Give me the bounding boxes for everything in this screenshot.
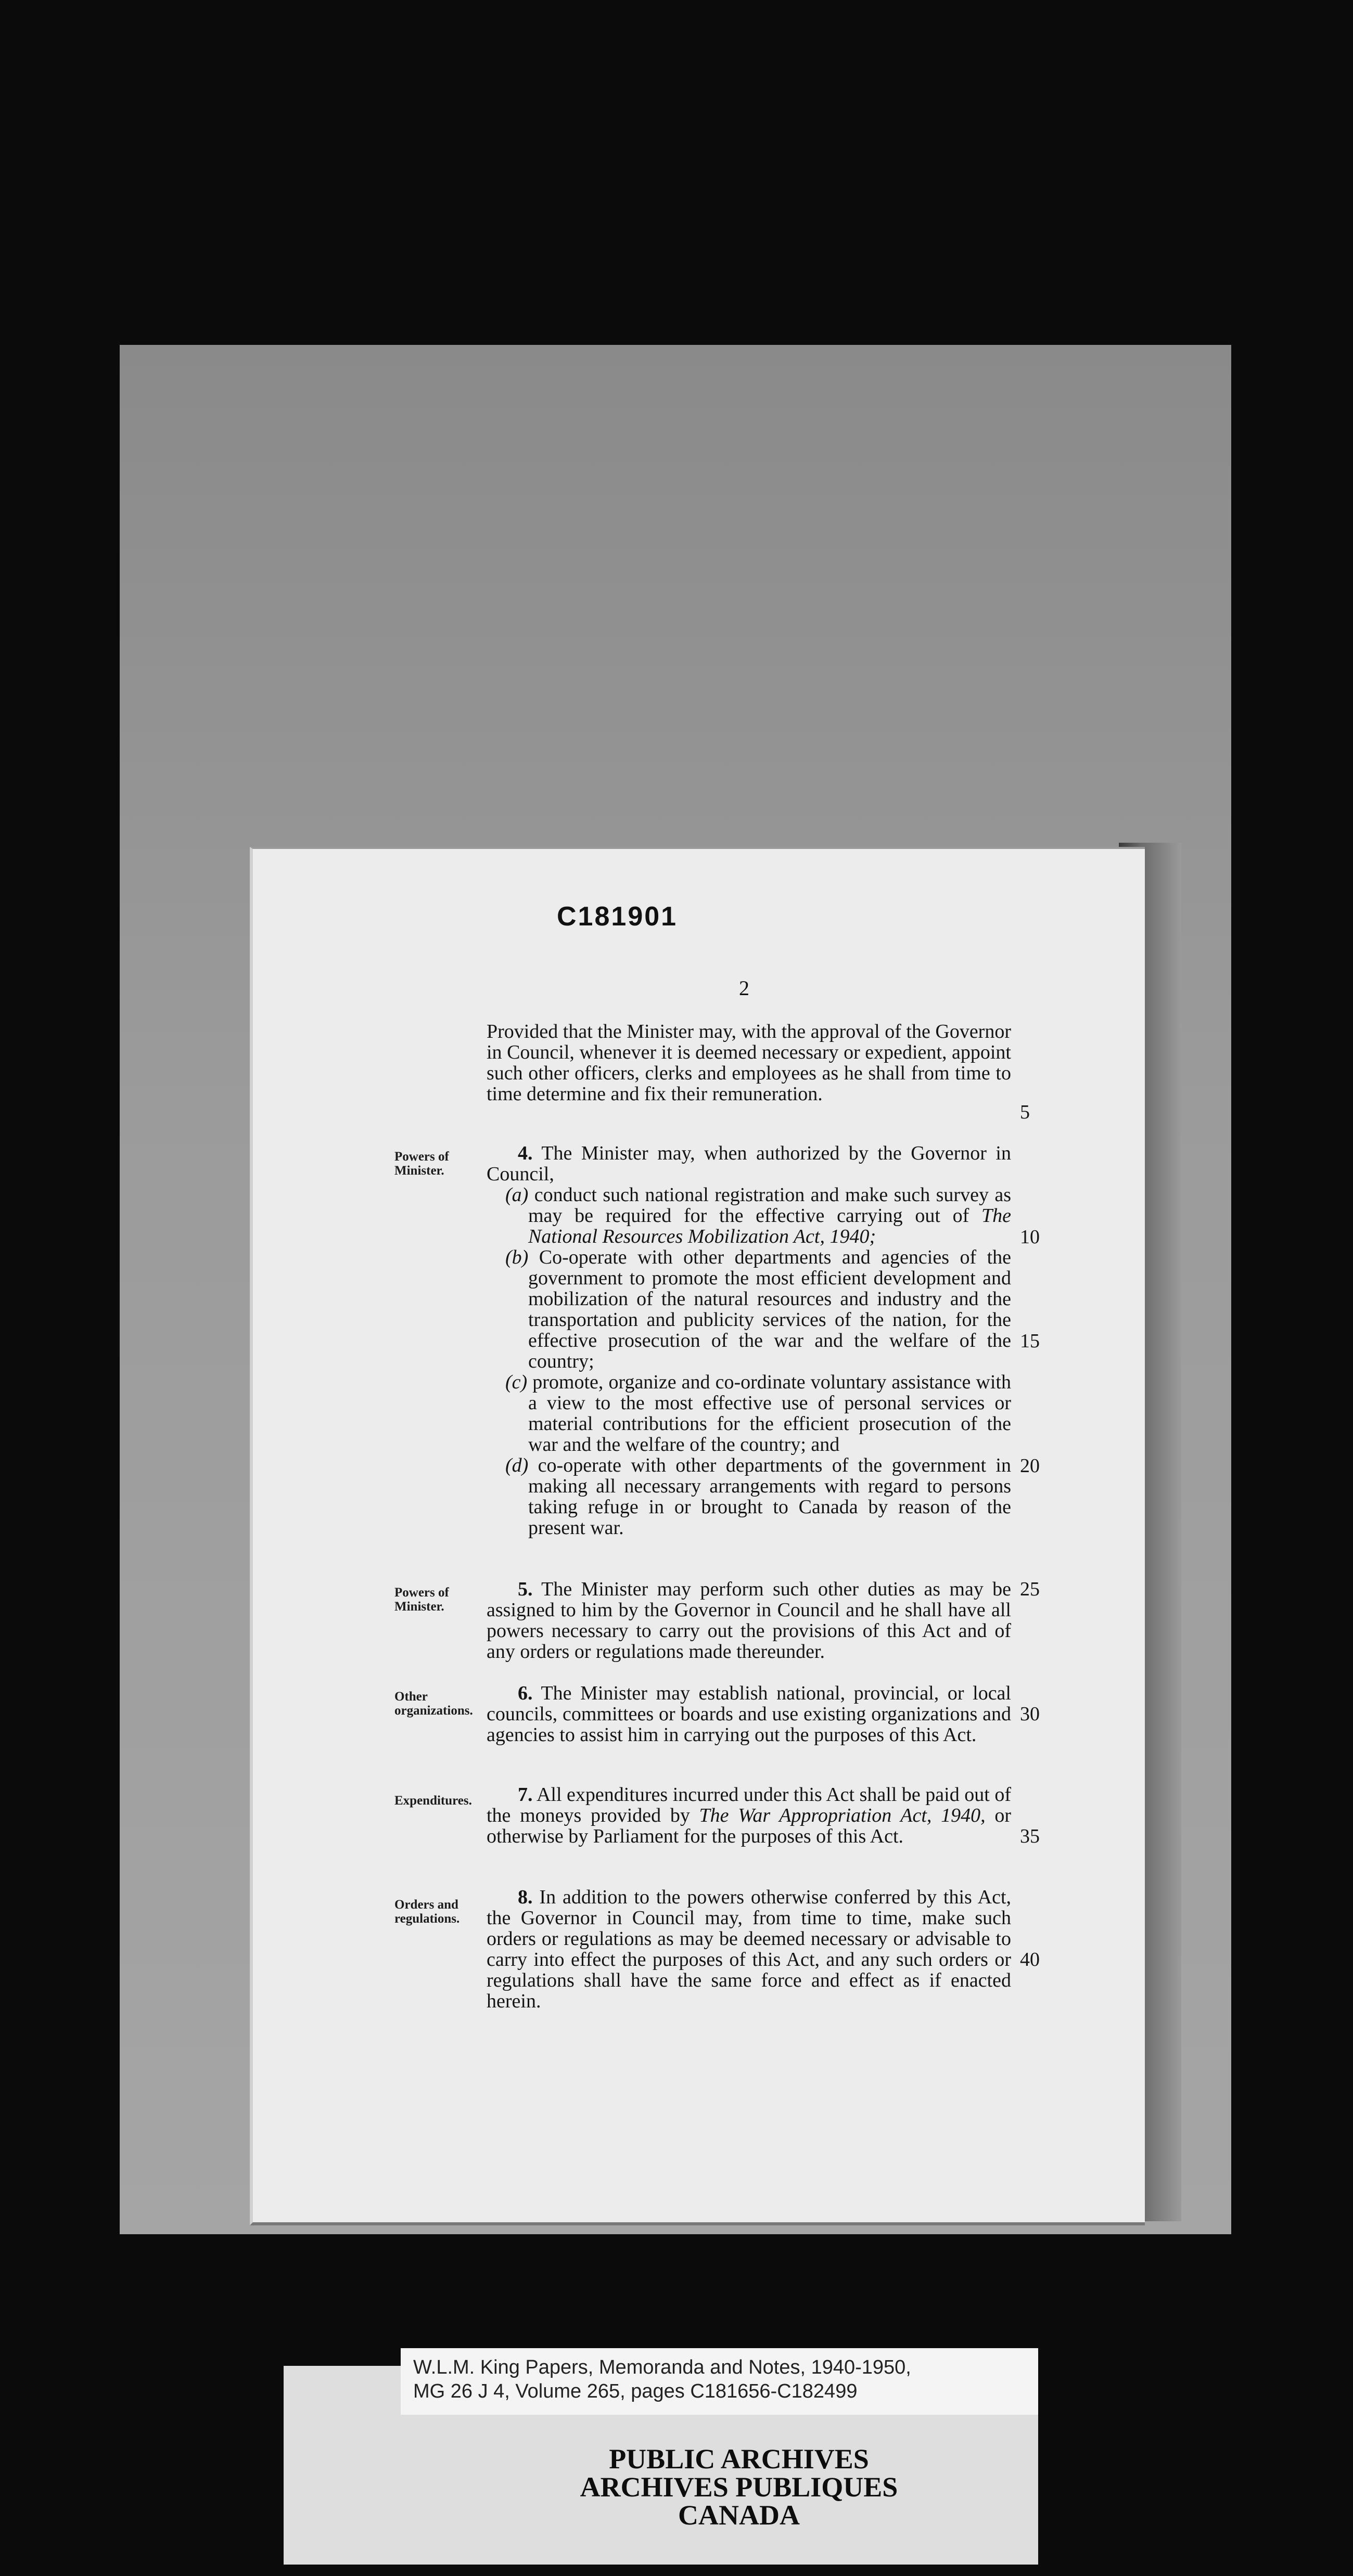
line-number-20: 20 [1020,1455,1040,1477]
section-8-number: 8. [518,1886,533,1908]
section-5-number: 5. [518,1578,533,1600]
intro-paragraph [487,1021,1011,1104]
intro-text: Provided that the Minister may, with the approval of the Governor in Council, whenever it is deemed necessary or expedient, appoint such other officers, clerks and employees as he shall from time to time determine and fix their remuneration. [487,1021,1011,1105]
line-number-15: 15 [1020,1330,1040,1352]
section-4-lead [487,1143,1011,1184]
clause-a [487,1184,1011,1247]
reference-line-1: W.L.M. King Papers, Memoranda and Notes, 1940-1950, [413,2356,911,2378]
section-4-lead-text: The Minister may, when authorized by the Governor in Council, [487,1142,1011,1185]
stamp-line-2: ARCHIVES PUBLIQUES [580,2471,898,2503]
line-number-30: 30 [1020,1703,1040,1725]
marginal-note-section-4: Powers of Minister. [394,1150,449,1178]
clause-d [487,1455,1011,1538]
section-4-number: 4. [518,1142,533,1164]
clause-b [487,1247,1011,1372]
line-number-5: 5 [1020,1101,1030,1123]
clause-c [487,1372,1011,1455]
public-archives-stamp [541,2445,937,2529]
section-5 [487,1579,1011,1662]
section-6-body: The Minister may establish national, provincial, or local councils, committees or boards and use existing organizations and agencies to assist him in carrying out the purposes of this Act. [487,1682,1011,1746]
line-number-10: 10 [1020,1226,1040,1248]
section-4 [487,1143,1011,1538]
archive-reference-number: C181901 [557,901,678,932]
section-5-body: The Minister may perform such other duties as may be assigned to him by the Governor in Council and he shall have all powers necessary to carry out the provisions of this Act and of any orders or regulations made thereunder. [487,1578,1011,1663]
line-number-40: 40 [1020,1949,1040,1970]
marginal-note-section-5: Powers of Minister. [394,1586,449,1614]
section-6-number: 6. [518,1682,533,1704]
section-7-number: 7. [518,1784,533,1806]
clause-b-label: (b) [505,1246,529,1268]
reference-line-2: MG 26 J 4, Volume 265, pages C181656-C182499 [413,2380,858,2402]
section-8-text [487,1887,1011,2012]
clause-c-label: (c) [505,1371,528,1393]
line-number-35: 35 [1020,1825,1040,1847]
section-7-text [487,1784,1011,1847]
section-8 [487,1887,1011,2012]
clause-d-text: co-operate with other departments of the government in making all necessary arrangements with regard to persons taking refuge in or brought to Canada by reason of the present war. [528,1454,1011,1539]
clause-b-text: Co-operate with other departments and agencies of the government to promote the most efficient development and mobilization of the natural resources and industry and the transportation and publicity services of the nation, for the effective prosecution of the war and the welfare of the country; [528,1246,1012,1372]
section-7-body-after: or otherwise by Parliament for the purposes of this Act. [487,1805,1011,1847]
section-8-body: In addition to the powers otherwise conferred by this Act, the Governor in Council may, from time to time, make such orders or regulations as may be deemed necessary or advisable to carry into effect the purposes of this Act, and any such orders or regulations shall have the same force and effect as if enacted herein. [487,1886,1011,2012]
page-number: 2 [739,976,749,1000]
marginal-note-section-6: Other organizations. [394,1690,473,1718]
collection-reference-label [401,2348,1038,2415]
stamp-line-1: PUBLIC ARCHIVES [609,2443,869,2475]
marginal-note-section-8: Orders and regulations. [394,1898,460,1926]
clause-a-label: (a) [505,1184,529,1206]
line-number-25: 25 [1020,1578,1040,1600]
section-7-italic: The War Appropriation Act, 1940, [699,1805,986,1826]
stamp-line-3: CANADA [678,2500,800,2531]
section-6 [487,1683,1011,1745]
marginal-note-section-7: Expenditures. [394,1794,472,1808]
clause-c-text: promote, organize and co-ordinate voluntary assistance with a view to the most effective use of personal services or material contributions for the efficient prosecution of the war and the welfare of the country; and [528,1371,1011,1456]
clause-a-italic: The National Resources Mobilization Act, 1940; [528,1205,1011,1247]
section-7 [487,1784,1011,1847]
clause-a-text: conduct such national registration and make such survey as may be required for the effective carrying out of [528,1184,1011,1227]
section-7-body-before: All expenditures incurred under this Act shall be paid out of the moneys provided by [487,1784,1011,1826]
section-6-text [487,1683,1011,1745]
clause-d-label: (d) [505,1454,529,1476]
section-5-text [487,1579,1011,1662]
